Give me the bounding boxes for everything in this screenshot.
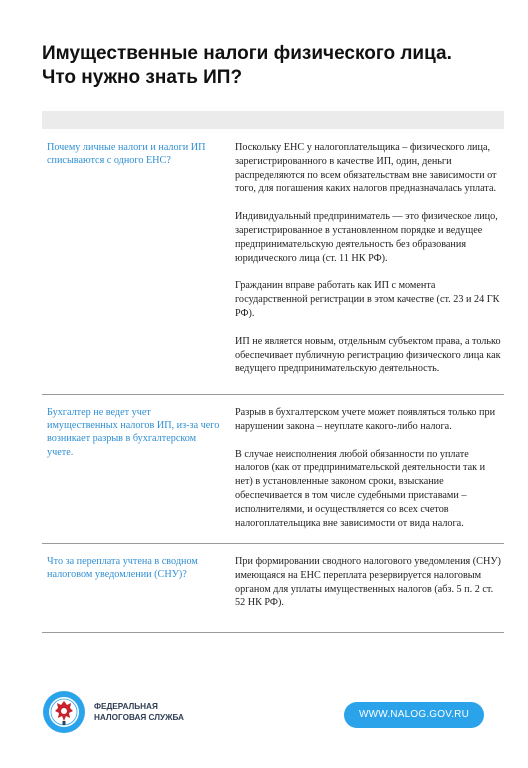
faq-question: Почему личные налоги и налоги ИП списываются с одного ЕНС? [47, 142, 206, 167]
page-title-line-2: Что нужно знать ИП? [42, 67, 243, 88]
answer-paragraph: Разрыв в бухгалтерском учете может появляться только при нарушении закона – неуплате какого-либо налога. [235, 407, 496, 432]
faq-question: Что за переплата учтена в сводном налоговом уведомлении (СНУ)? [47, 556, 198, 581]
fns-name-line-1: ФЕДЕРАЛЬНАЯ [94, 702, 158, 711]
answer-paragraph: Гражданин вправе работать как ИП с момента государственной регистрации в этом качестве (ст. 23 и 24 ГК РФ). [235, 280, 500, 319]
answer-paragraph: Поскольку ЕНС у налогоплательщика – физического лица, зарегистрированного в качестве ИП, один, деньги распределяются по всем обязательствам вне зависимости от того, для погашения каких налогов предназначалась уплата. [235, 142, 497, 195]
faq-row-2 [42, 395, 504, 544]
fns-name-line-2: НАЛОГОВАЯ СЛУЖБА [94, 713, 184, 722]
faq-answer [230, 395, 504, 543]
faq-answer [230, 130, 504, 394]
fns-emblem-icon [42, 690, 86, 734]
answer-paragraph: При формировании сводного налогового уведомления (СНУ) имеющаяся на ЕНС переплата резервируется налоговым органом для уплаты имущественных налогов (абз. 5 п. 2 ст. 52 НК РФ). [235, 556, 501, 609]
answer-paragraph: ИП не является новым, отдельным субъектом права, а только обеспечивает публичную регистрацию физического лица как ведущего предпринимательскую деятельность. [235, 335, 501, 375]
fns-name [94, 701, 184, 723]
faq-row-3 [42, 544, 504, 633]
faq-answer [230, 544, 504, 632]
website-link[interactable]: WWW.NALOG.GOV.RU [344, 702, 484, 728]
table-header-band [42, 111, 504, 129]
faq-question: Бухгалтер не ведет учет имущественных налогов ИП, из-за чего возникает разрыв в бухгалтерском учете. [47, 407, 220, 458]
page-title-line-1: Имущественные налоги физического лица. [42, 43, 452, 64]
page-title [42, 42, 482, 90]
answer-paragraph: В случае неисполнения любой обязанности по уплате налогов (как от предпринимательской деятельности так и нет) в установленные законом сроки, взыскание обеспечивается в том числе судебными приставами – исполнителями, и осуществляется со всех счетов налогоплательщика вне зависимости от вида налога. [235, 448, 486, 529]
faq-row-1 [42, 130, 504, 395]
answer-paragraph: Индивидуальный предприниматель — это физическое лицо, зарегистрированное в установленном порядке и ведущее предпринимательскую деятельность без образования юридического лица (ст. 11 НК РФ). [235, 211, 498, 264]
faq-table [42, 130, 504, 633]
